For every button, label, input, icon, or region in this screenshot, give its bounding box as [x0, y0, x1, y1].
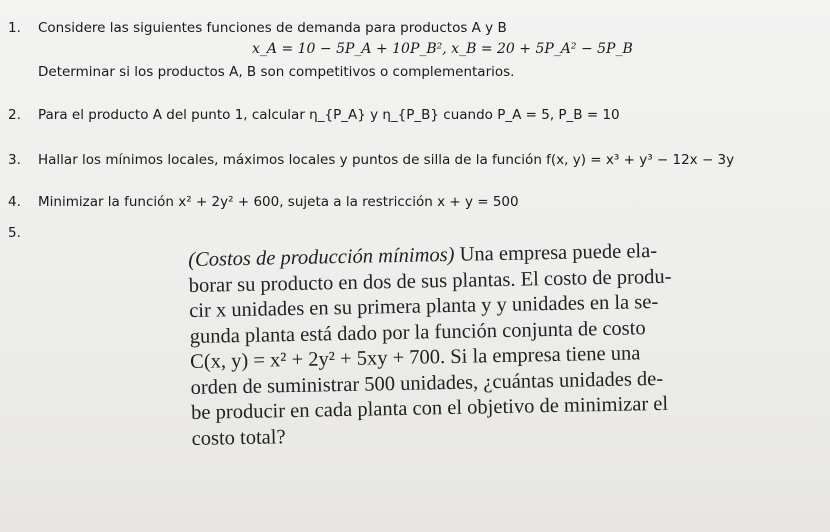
problem-3-number: 3. [8, 152, 21, 168]
problem-5-number: 5. [8, 225, 21, 241]
problem-1-number: 1. [8, 20, 21, 36]
problem-3-statement: Hallar los mínimos locales, máximos locales y puntos de silla de la función f(x, y) = x³ + y³ − 12x − 3y [38, 152, 735, 168]
problem-1-statement: Considere las siguientes funciones de demanda para productos A y B [38, 20, 507, 36]
scanned-line-3: cir x unidades en su primera planta y y unidades en la se- [188, 290, 659, 322]
problem-2-statement: Para el producto A del punto 1, calcular η_{P_A} y η_{P_B} cuando P_A = 5, P_B = 10 [38, 107, 620, 123]
scanned-line-4: gunda planta está dado por la función conjunta de costo [189, 316, 646, 348]
problem-4-statement: Minimizar la función x² + 2y² + 600, sujeta a la restricción x + y = 500 [38, 194, 519, 210]
problem-5-scanned-text [188, 238, 712, 452]
scanned-line-5: C(x, y) = x² + 2y² + 5xy + 700. Si la empresa tiene una [189, 342, 641, 373]
problem-4-number: 4. [8, 194, 21, 210]
scanned-line-1-text: Una empresa puede ela- [459, 239, 658, 266]
scanned-line-8: costo total? [191, 425, 286, 450]
scanned-line-6: orden de suministrar 500 unidades, ¿cuántas unidades de- [190, 367, 664, 399]
scanned-title: (Costos de producción mínimos) [188, 243, 455, 271]
scanned-line-2: borar su producto en dos de sus plantas. El costo de produ- [188, 265, 672, 297]
problem-1-formula: x_A = 10 − 5P_A + 10P_B², x_B = 20 + 5P_A² − 5P_B [252, 41, 633, 57]
scanned-line-7: be producir en cada planta con el objetivo de minimizar el [190, 392, 669, 424]
problem-1-question: Determinar si los productos A, B son competitivos o complementarios. [38, 64, 515, 80]
problem-2-number: 2. [8, 107, 21, 123]
